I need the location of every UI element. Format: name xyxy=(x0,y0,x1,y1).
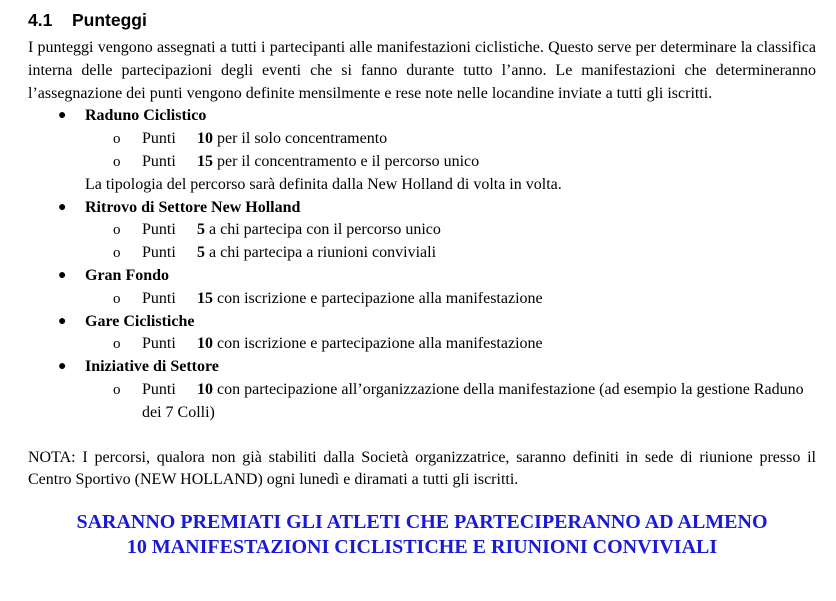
points-description: per il solo concentramento xyxy=(213,130,388,148)
sub-list-item xyxy=(85,219,816,242)
nota-paragraph: NOTA: I percorsi, qualora non già stabiliti dalla Società organizzatrice, saranno definiti in sede di riunione presso il Centro Sportivo (NEW HOLLAND) ogni lunedì e diramati a tutti gli iscritti. xyxy=(28,448,816,489)
sub-list-item xyxy=(85,379,816,425)
item-title-text: Raduno Ciclistico xyxy=(85,107,207,125)
sub-list-item xyxy=(85,288,816,311)
section-number: 4.1 xyxy=(28,10,53,30)
list-item xyxy=(28,265,816,311)
sub-list xyxy=(85,288,816,311)
sub-list-item xyxy=(85,128,816,151)
item-title-text: Ritrovo di Settore New Holland xyxy=(85,198,301,216)
sub-list-item xyxy=(85,333,816,356)
points-description: a chi partecipa a riunioni conviviali xyxy=(205,244,437,262)
points-value: 5 xyxy=(197,244,205,262)
points-description: con iscrizione e partecipazione alla manifestazione xyxy=(213,289,543,307)
sub-list xyxy=(85,219,816,265)
circle-bullet-icon: o xyxy=(113,153,121,170)
points-value: 15 xyxy=(197,289,213,307)
section-heading xyxy=(28,8,816,32)
points-label: Punti xyxy=(142,380,176,398)
circle-bullet-icon: o xyxy=(113,245,121,262)
points-label: Punti xyxy=(142,289,176,307)
points-label: Punti xyxy=(142,130,176,148)
points-description: con partecipazione all’organizzazione della manifestazione (ad esempio la gestione Raduno dei 7 Colli) xyxy=(142,380,804,421)
points-value: 5 xyxy=(197,221,205,239)
sub-list xyxy=(85,379,816,425)
sub-list-item xyxy=(85,151,816,174)
list-item xyxy=(28,311,816,357)
section-title: Punteggi xyxy=(72,10,147,30)
bullet-icon: ● xyxy=(58,313,67,329)
points-label: Punti xyxy=(142,244,176,262)
circle-bullet-icon: o xyxy=(113,222,121,239)
points-value: 10 xyxy=(197,380,213,398)
item-title xyxy=(58,356,816,379)
points-label: Punti xyxy=(142,152,176,170)
closing-banner xyxy=(28,510,816,560)
points-label: Punti xyxy=(142,221,176,239)
points-value: 15 xyxy=(197,152,213,170)
circle-bullet-icon: o xyxy=(113,290,121,307)
bullet-icon: ● xyxy=(58,199,67,215)
item-title-text: Gare Ciclistiche xyxy=(85,312,195,330)
circle-bullet-icon: o xyxy=(113,381,121,398)
bullet-icon: ● xyxy=(58,108,67,124)
bullet-icon: ● xyxy=(58,359,67,375)
sub-list xyxy=(85,333,816,356)
bullet-icon: ● xyxy=(58,267,67,283)
item-title xyxy=(58,197,816,220)
sub-list xyxy=(85,128,816,174)
points-list xyxy=(28,105,816,424)
intro-paragraph: I punteggi vengono assegnati a tutti i partecipanti alle manifestazioni ciclistiche. Questo serve per determinare la classifica interna delle partecipazioni degli eventi che si fanno durante tutto l’anno. Le manifestazioni che determineranno l’assegnazione dei punti vengono definite mensilmente e rese note nelle locandine inviate a tutti gli iscritti. xyxy=(28,39,816,102)
circle-bullet-icon: o xyxy=(113,336,121,353)
document-page xyxy=(28,8,816,560)
item-title-text: Gran Fondo xyxy=(85,266,170,284)
list-item xyxy=(28,105,816,196)
item-title xyxy=(58,265,816,288)
points-description: a chi partecipa con il percorso unico xyxy=(205,221,441,239)
circle-bullet-icon: o xyxy=(113,131,121,148)
points-label: Punti xyxy=(142,335,176,353)
item-title-text: Iniziative di Settore xyxy=(85,358,219,376)
points-description: per il concentramento e il percorso unico xyxy=(213,152,480,170)
item-note: La tipologia del percorso sarà definita dalla New Holland di volta in volta. xyxy=(85,175,562,193)
points-value: 10 xyxy=(197,130,213,148)
item-title xyxy=(58,311,816,334)
list-item xyxy=(28,197,816,265)
list-item xyxy=(28,356,816,424)
points-value: 10 xyxy=(197,335,213,353)
closing-line-2: 10 MANIFESTAZIONI CICLISTICHE E RIUNIONI CONVIVIALI xyxy=(126,536,718,559)
closing-line-1: SARANNO PREMIATI GLI ATLETI CHE PARTECIPERANNO AD ALMENO xyxy=(76,511,768,534)
points-description: con iscrizione e partecipazione alla manifestazione xyxy=(213,335,543,353)
sub-list-item xyxy=(85,242,816,265)
item-title xyxy=(58,105,816,128)
